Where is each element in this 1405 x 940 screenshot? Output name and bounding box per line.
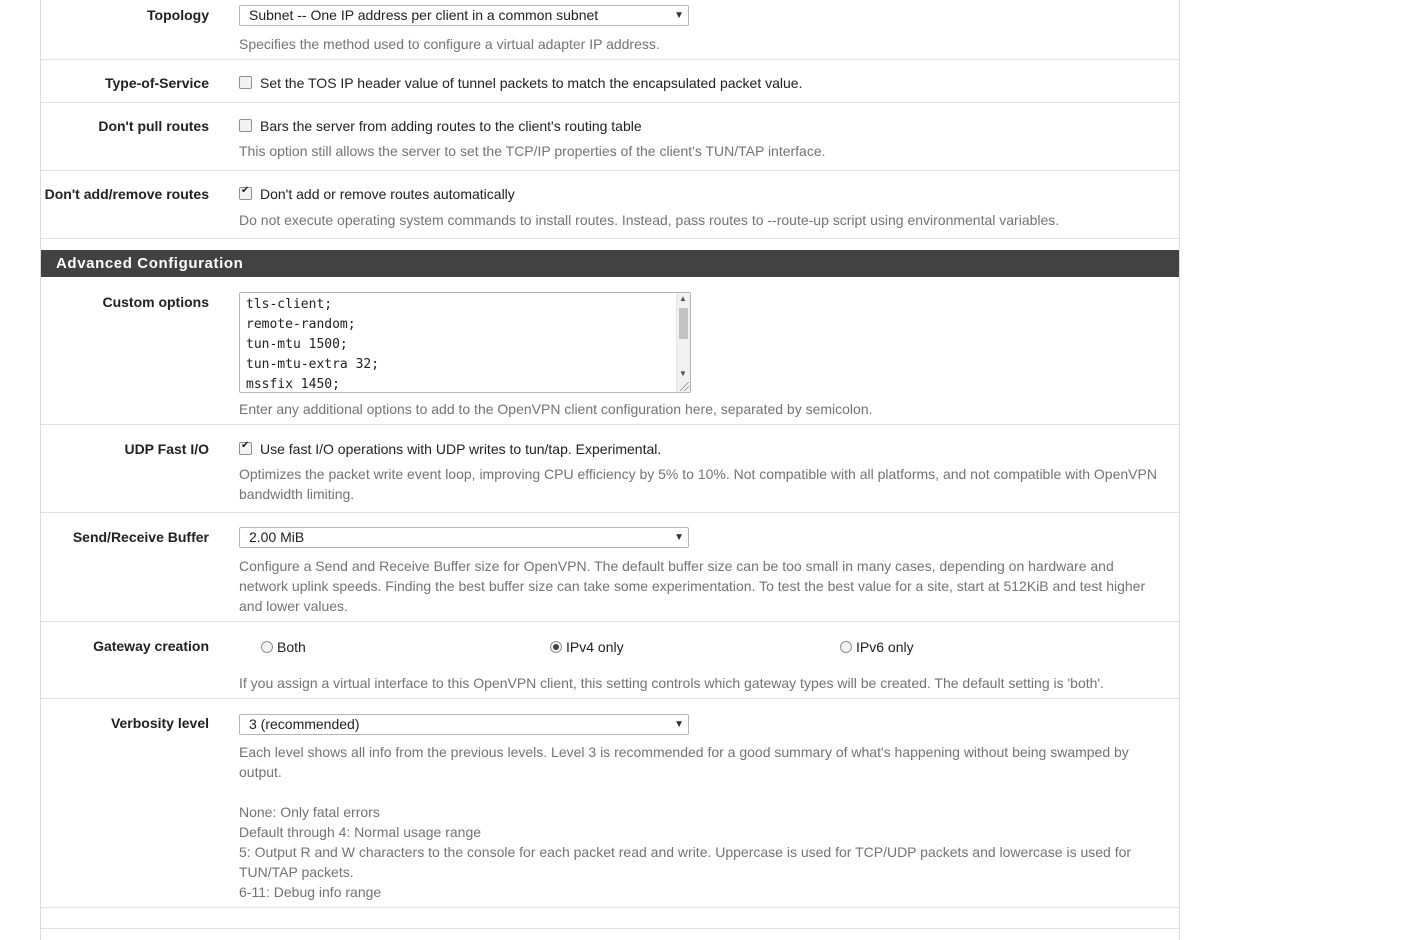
- verbosity-label: Verbosity level: [110, 715, 209, 731]
- tos-row: [41, 60, 1179, 103]
- advanced-config-header: Advanced Configuration: [41, 250, 1179, 277]
- dont-pull-routes-row: [41, 103, 1179, 171]
- radio-ipv6[interactable]: [840, 641, 852, 653]
- verbosity-level-none: None: Only fatal errors: [239, 804, 380, 820]
- textarea-scrollbar[interactable]: [676, 293, 690, 392]
- dont-pull-routes-checkbox[interactable]: [239, 119, 252, 132]
- scroll-up-icon[interactable]: ▲: [679, 294, 687, 303]
- topology-label: Topology: [147, 7, 209, 23]
- dont-add-routes-checkbox[interactable]: [239, 187, 252, 200]
- gateway-label: Gateway creation: [93, 638, 209, 654]
- gateway-option-ipv6[interactable]: [840, 639, 914, 655]
- radio-ipv6-label: IPv6 only: [856, 639, 914, 655]
- dont-add-routes-row: [41, 171, 1179, 239]
- dont-pull-routes-option[interactable]: [239, 118, 642, 134]
- custom-options-text: tls-client; remote-random; tun-mtu 1500; tun-mtu-extra 32; mssfix 1450;: [246, 297, 380, 392]
- tos-checkbox-label: Set the TOS IP header value of tunnel packets to match the encapsulated packet value.: [260, 75, 803, 91]
- next-row: [41, 908, 1179, 929]
- radio-both[interactable]: [261, 641, 273, 653]
- topology-select-value: Subnet -- One IP address per client in a common subnet: [249, 7, 599, 23]
- topology-row: [41, 0, 1179, 60]
- gateway-help: If you assign a virtual interface to this OpenVPN client, this setting controls which gateway types will be created. The default setting is 'both'.: [239, 675, 1104, 691]
- dont-add-routes-checkbox-label: Don't add or remove routes automatically: [260, 186, 515, 202]
- radio-ipv4[interactable]: [550, 641, 562, 653]
- chevron-down-icon: ▼: [674, 10, 684, 21]
- buffer-label: Send/Receive Buffer: [72, 529, 209, 545]
- buffer-help: Configure a Send and Receive Buffer size for OpenVPN. The default buffer size can be too small in many cases, depending on hardware and network uplink speeds. Finding the best buffer size can take some experimentation. To test the best value for a site, start at 512KiB and test higher and lower values.: [239, 558, 1146, 614]
- verbosity-level-5: 5: Output R and W characters to the console for each packet read and write. Uppercase is used for TCP/UDP packets and lowercase is used for TUN/TAP packets.: [239, 844, 1132, 880]
- udp-fast-io-label: UDP Fast I/O: [124, 441, 209, 457]
- dont-pull-routes-label: Don't pull routes: [98, 118, 209, 134]
- chevron-down-icon: ▼: [674, 719, 684, 730]
- verbosity-level-debug: 6-11: Debug info range: [239, 884, 382, 900]
- custom-options-help: Enter any additional options to add to the OpenVPN client configuration here, separated by semicolon.: [239, 401, 873, 417]
- buffer-select[interactable]: [239, 527, 689, 548]
- settings-panel: [40, 0, 1180, 940]
- topology-help: Specifies the method used to configure a virtual adapter IP address.: [239, 36, 660, 52]
- radio-both-label: Both: [277, 639, 306, 655]
- dont-pull-routes-help: This option still allows the server to set the TCP/IP properties of the client's TUN/TAP interface.: [239, 143, 826, 159]
- chevron-down-icon: ▼: [674, 532, 684, 543]
- dont-add-routes-help: Do not execute operating system commands to install routes. Instead, pass routes to --route-up script using environmental variables.: [239, 212, 1060, 228]
- verbosity-row: [41, 699, 1179, 908]
- dont-add-routes-label: Don't add/remove routes: [44, 186, 209, 202]
- gateway-option-both[interactable]: [261, 639, 306, 655]
- radio-ipv4-label: IPv4 only: [566, 639, 624, 655]
- gateway-option-ipv4[interactable]: [550, 639, 624, 655]
- udp-fast-io-checkbox[interactable]: [239, 442, 252, 455]
- buffer-select-value: 2.00 MiB: [249, 529, 305, 545]
- scroll-down-icon[interactable]: ▼: [679, 369, 687, 378]
- custom-options-textarea[interactable]: [239, 292, 691, 393]
- verbosity-level-default: Default through 4: Normal usage range: [239, 824, 482, 840]
- resize-handle-icon[interactable]: [680, 382, 689, 391]
- topology-select[interactable]: [239, 5, 689, 26]
- dont-add-routes-option[interactable]: [239, 186, 515, 202]
- udp-fast-io-checkbox-label: Use fast I/O operations with UDP writes to tun/tap. Experimental.: [260, 441, 662, 457]
- udp-fast-io-help: Optimizes the packet write event loop, improving CPU efficiency by 5% to 10%. Not compatible with all platforms, and not compatible with OpenVPN bandwidth limiting.: [239, 466, 1157, 502]
- scrollbar-thumb[interactable]: [679, 308, 688, 339]
- tos-checkbox[interactable]: [239, 76, 252, 89]
- custom-options-label: Custom options: [102, 294, 209, 310]
- dont-pull-routes-checkbox-label: Bars the server from adding routes to the client's routing table: [260, 118, 642, 134]
- verbosity-select[interactable]: [239, 714, 689, 735]
- buffer-row: [41, 513, 1179, 622]
- verbosity-select-value: 3 (recommended): [249, 716, 360, 732]
- verbosity-help-intro: Each level shows all info from the previous levels. Level 3 is recommended for a good summary of what's happening without being swamped by output.: [239, 744, 1129, 780]
- udp-fast-io-option[interactable]: [239, 441, 661, 457]
- gateway-row: [41, 622, 1179, 699]
- tos-option[interactable]: [239, 75, 802, 91]
- udp-fast-io-row: [41, 425, 1179, 513]
- tos-label: Type-of-Service: [105, 75, 209, 91]
